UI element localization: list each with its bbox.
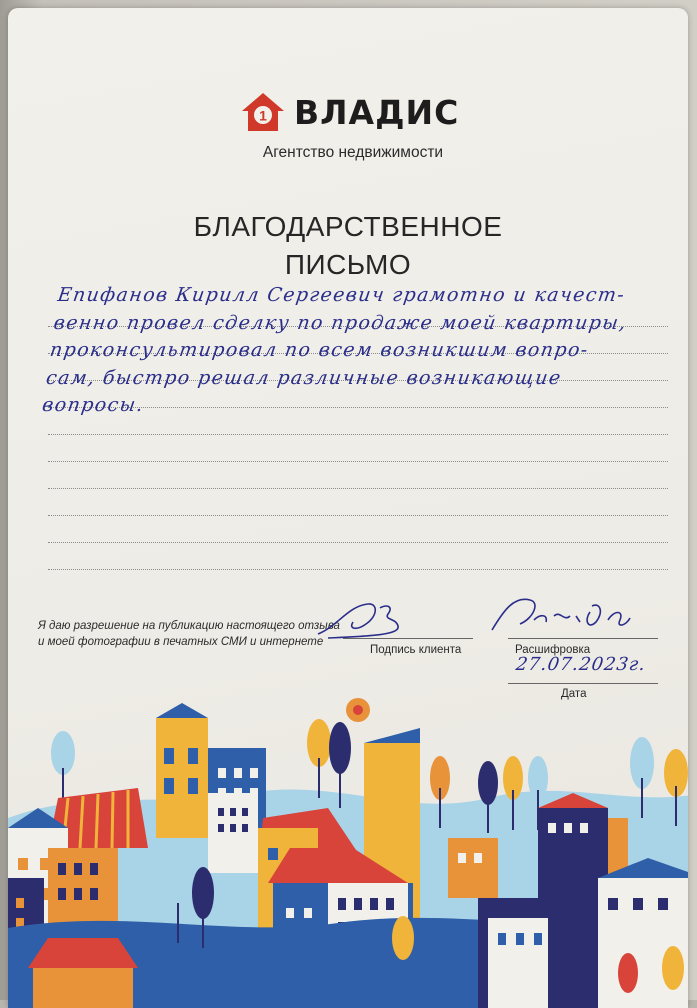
- transcript-line: [508, 638, 658, 639]
- signature-line: [343, 638, 473, 639]
- ruled-line: [48, 461, 668, 462]
- house-key-icon: [240, 91, 286, 133]
- letter-line: сам, быстро решал различные возникающие: [44, 366, 564, 389]
- brand-logo: [240, 88, 480, 136]
- logo-badge-number: 1: [259, 107, 267, 124]
- brand-name: ВЛАДИС: [294, 92, 460, 132]
- letter-body-handwritten: [40, 282, 679, 420]
- brand-tagline: Агентство недвижимости: [262, 144, 444, 161]
- transcript-handwritten: [484, 590, 664, 640]
- client-signature: [308, 596, 438, 644]
- ruled-line: [48, 488, 668, 489]
- date-caption: Дата: [561, 688, 587, 700]
- consent-line-1: Я даю разрешение на публикацию настоящего отзыва: [38, 620, 340, 632]
- ruled-line: [48, 569, 668, 570]
- ruled-line: [48, 434, 668, 435]
- letter-line: венно провел сделку по продаже моей квартиры,: [52, 311, 629, 334]
- cityscape-illustration: [8, 698, 688, 1008]
- title-line-2: ПИСЬМО: [284, 249, 412, 280]
- letter-title: [128, 208, 568, 284]
- ruled-line: [48, 542, 668, 543]
- consent-line-2: и моей фотографии в печатных СМИ и интернете: [38, 636, 324, 648]
- date-line: [508, 683, 658, 684]
- signature-caption: Подпись клиента: [370, 644, 462, 656]
- date-value: 27.07.2023г.: [514, 654, 648, 675]
- thank-you-letter-sheet: [8, 8, 688, 1008]
- letter-line: проконсультировал по всем возникшим вопро-: [48, 339, 591, 361]
- transcript-caption: Расшифровка: [515, 644, 591, 656]
- title-line-1: БЛАГОДАРСТВЕННОЕ: [193, 211, 503, 242]
- ruled-line: [48, 515, 668, 516]
- letter-line: Епифанов Кирилл Сергеевич грамотно и качест-: [56, 284, 627, 306]
- letter-line: вопросы.: [40, 394, 146, 416]
